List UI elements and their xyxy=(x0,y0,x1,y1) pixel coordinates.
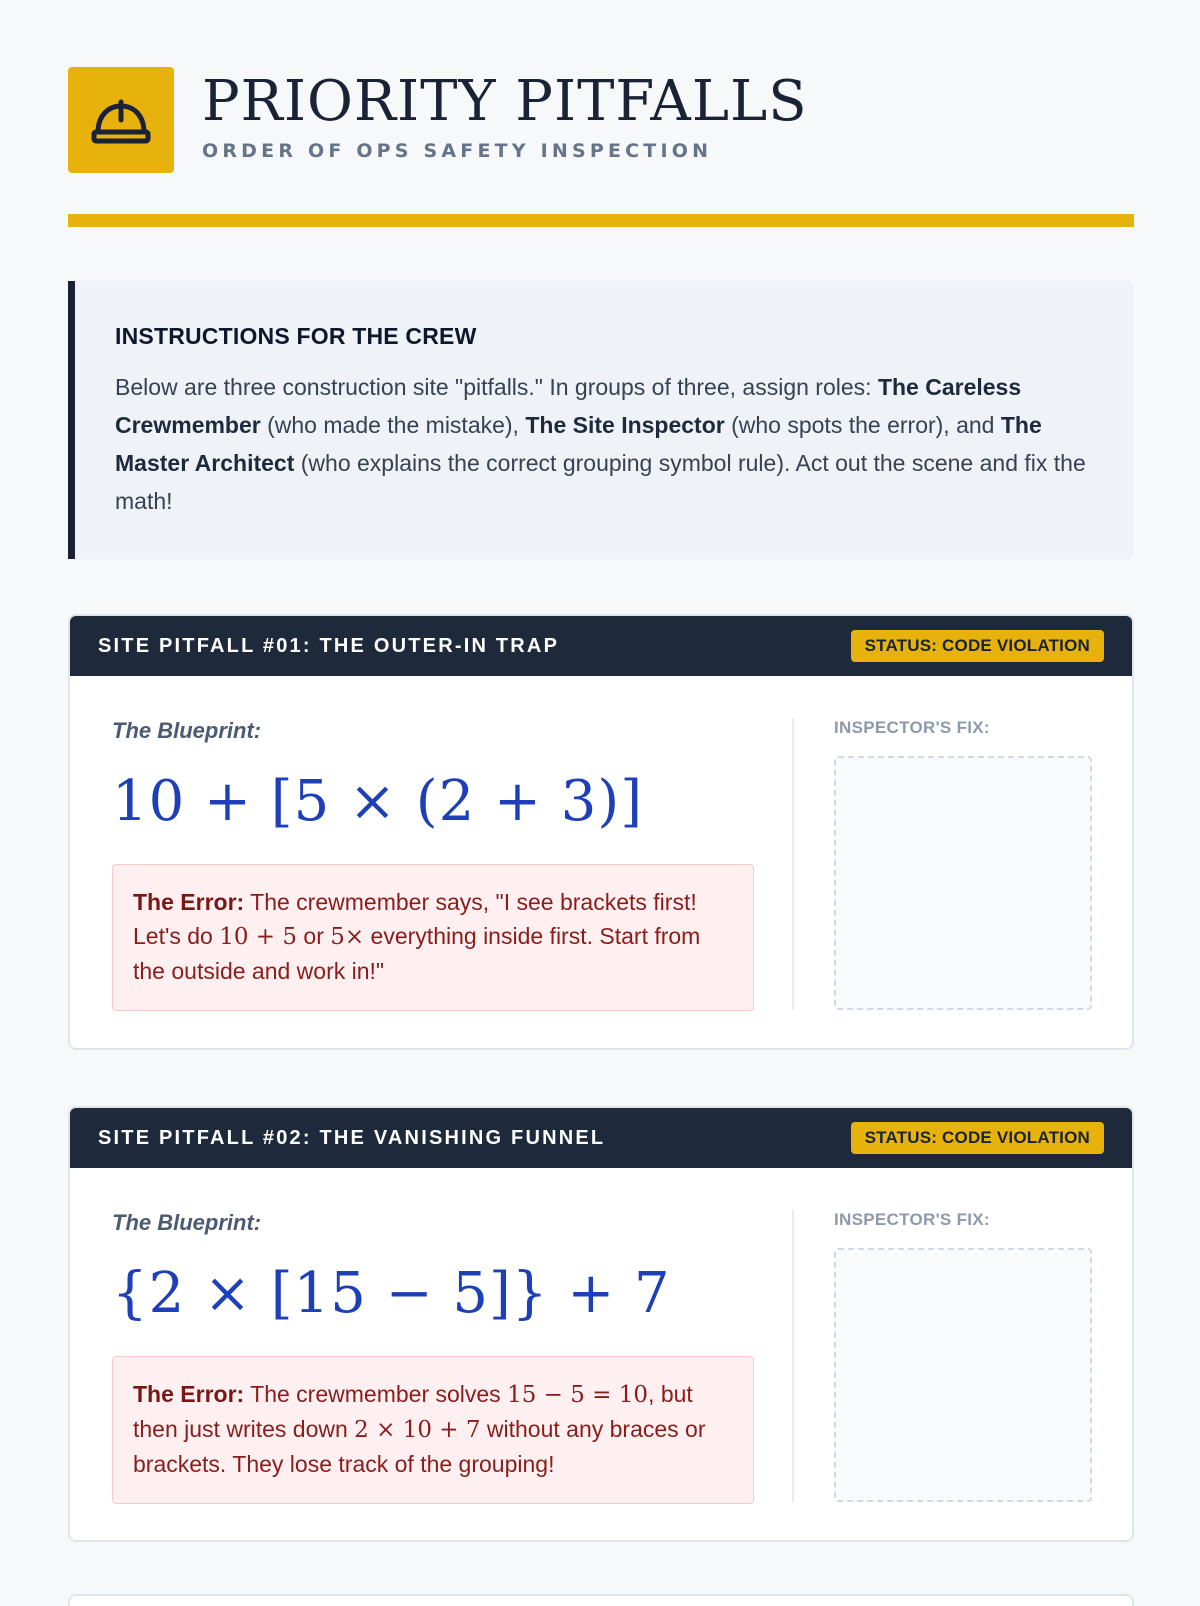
pitfall-header xyxy=(70,616,1132,676)
pitfall-body xyxy=(70,1168,1132,1542)
error-box xyxy=(112,864,754,1011)
title-block xyxy=(202,69,808,162)
pitfall-card-1 xyxy=(68,614,1134,1050)
fix-section xyxy=(834,1210,1096,1502)
blueprint-section xyxy=(112,718,754,1011)
error-label: The Error: xyxy=(133,1381,245,1407)
blueprint-section xyxy=(112,1210,754,1504)
pitfall-header xyxy=(70,1108,1132,1168)
role1-desc: (who made the mistake), xyxy=(260,412,526,438)
error-text: or xyxy=(297,923,331,949)
error-math: 5× xyxy=(330,924,365,950)
blueprint-label: The Blueprint: xyxy=(112,718,262,743)
blueprint-formula: {2 × [15 − 5]} + 7 xyxy=(112,1261,671,1326)
error-text: everything inside first. Start from the outside and work in!" xyxy=(133,923,701,984)
instructions-panel xyxy=(68,281,1134,559)
status-badge: STATUS: CODE VIOLATION xyxy=(851,630,1104,662)
page-title: PRIORITY PITFALLS xyxy=(202,69,808,134)
role-careless-crewmember: The Careless Crewmember xyxy=(115,374,1022,438)
pitfall-title: SITE PITFALL #02: THE VANISHING FUNNEL xyxy=(98,1126,606,1149)
pitfall-card-2 xyxy=(68,1106,1134,1542)
instructions-intro: Below are three construction site "pitfalls." In groups of three, assign roles: xyxy=(115,374,878,400)
pitfall-body xyxy=(70,676,1132,1050)
error-box xyxy=(112,1356,754,1504)
instructions-body xyxy=(115,368,1094,520)
blueprint-formula: 10 + [5 × (2 + 3)] xyxy=(112,769,644,834)
error-text: The crewmember says, "I see brackets first! Let's do xyxy=(133,889,697,949)
header-divider xyxy=(68,214,1134,227)
error-text: , but then just writes down xyxy=(133,1381,693,1442)
instructions-title: INSTRUCTIONS FOR THE CREW xyxy=(115,323,477,349)
error-math: 10 + 5 xyxy=(219,924,298,950)
blueprint-label: The Blueprint: xyxy=(112,1210,262,1235)
error-text: The crewmember solves xyxy=(244,1381,508,1407)
inspector-fix-box[interactable] xyxy=(834,1248,1092,1502)
pitfall-card-3-edge xyxy=(68,1594,1134,1606)
error-math: 2 × 10 + 7 xyxy=(354,1417,481,1443)
column-divider xyxy=(792,718,794,1010)
page-header xyxy=(68,67,808,173)
error-text: without any braces or brackets. They lose track of the grouping! xyxy=(133,1416,706,1477)
inspector-fix-label: INSPECTOR'S FIX: xyxy=(834,1210,990,1229)
page-subtitle: ORDER OF OPS SAFETY INSPECTION xyxy=(202,140,713,162)
hardhat-icon xyxy=(68,67,174,173)
error-label: The Error: xyxy=(133,889,245,915)
error-math: 15 − 5 = 10 xyxy=(507,1382,649,1408)
role-master-architect: The Master Architect xyxy=(115,412,1042,476)
inspector-fix-label: INSPECTOR'S FIX: xyxy=(834,718,990,737)
column-divider xyxy=(792,1210,794,1502)
fix-section xyxy=(834,718,1096,1010)
inspector-fix-box[interactable] xyxy=(834,756,1092,1010)
status-badge: STATUS: CODE VIOLATION xyxy=(851,1122,1104,1154)
pitfall-title: SITE PITFALL #01: THE OUTER-IN TRAP xyxy=(98,634,560,657)
role3-desc: (who explains the correct grouping symbol rule). Act out the scene and fix the math! xyxy=(115,450,1086,514)
role-site-inspector: The Site Inspector xyxy=(525,412,725,438)
role2-desc: (who spots the error), and xyxy=(724,412,1001,438)
